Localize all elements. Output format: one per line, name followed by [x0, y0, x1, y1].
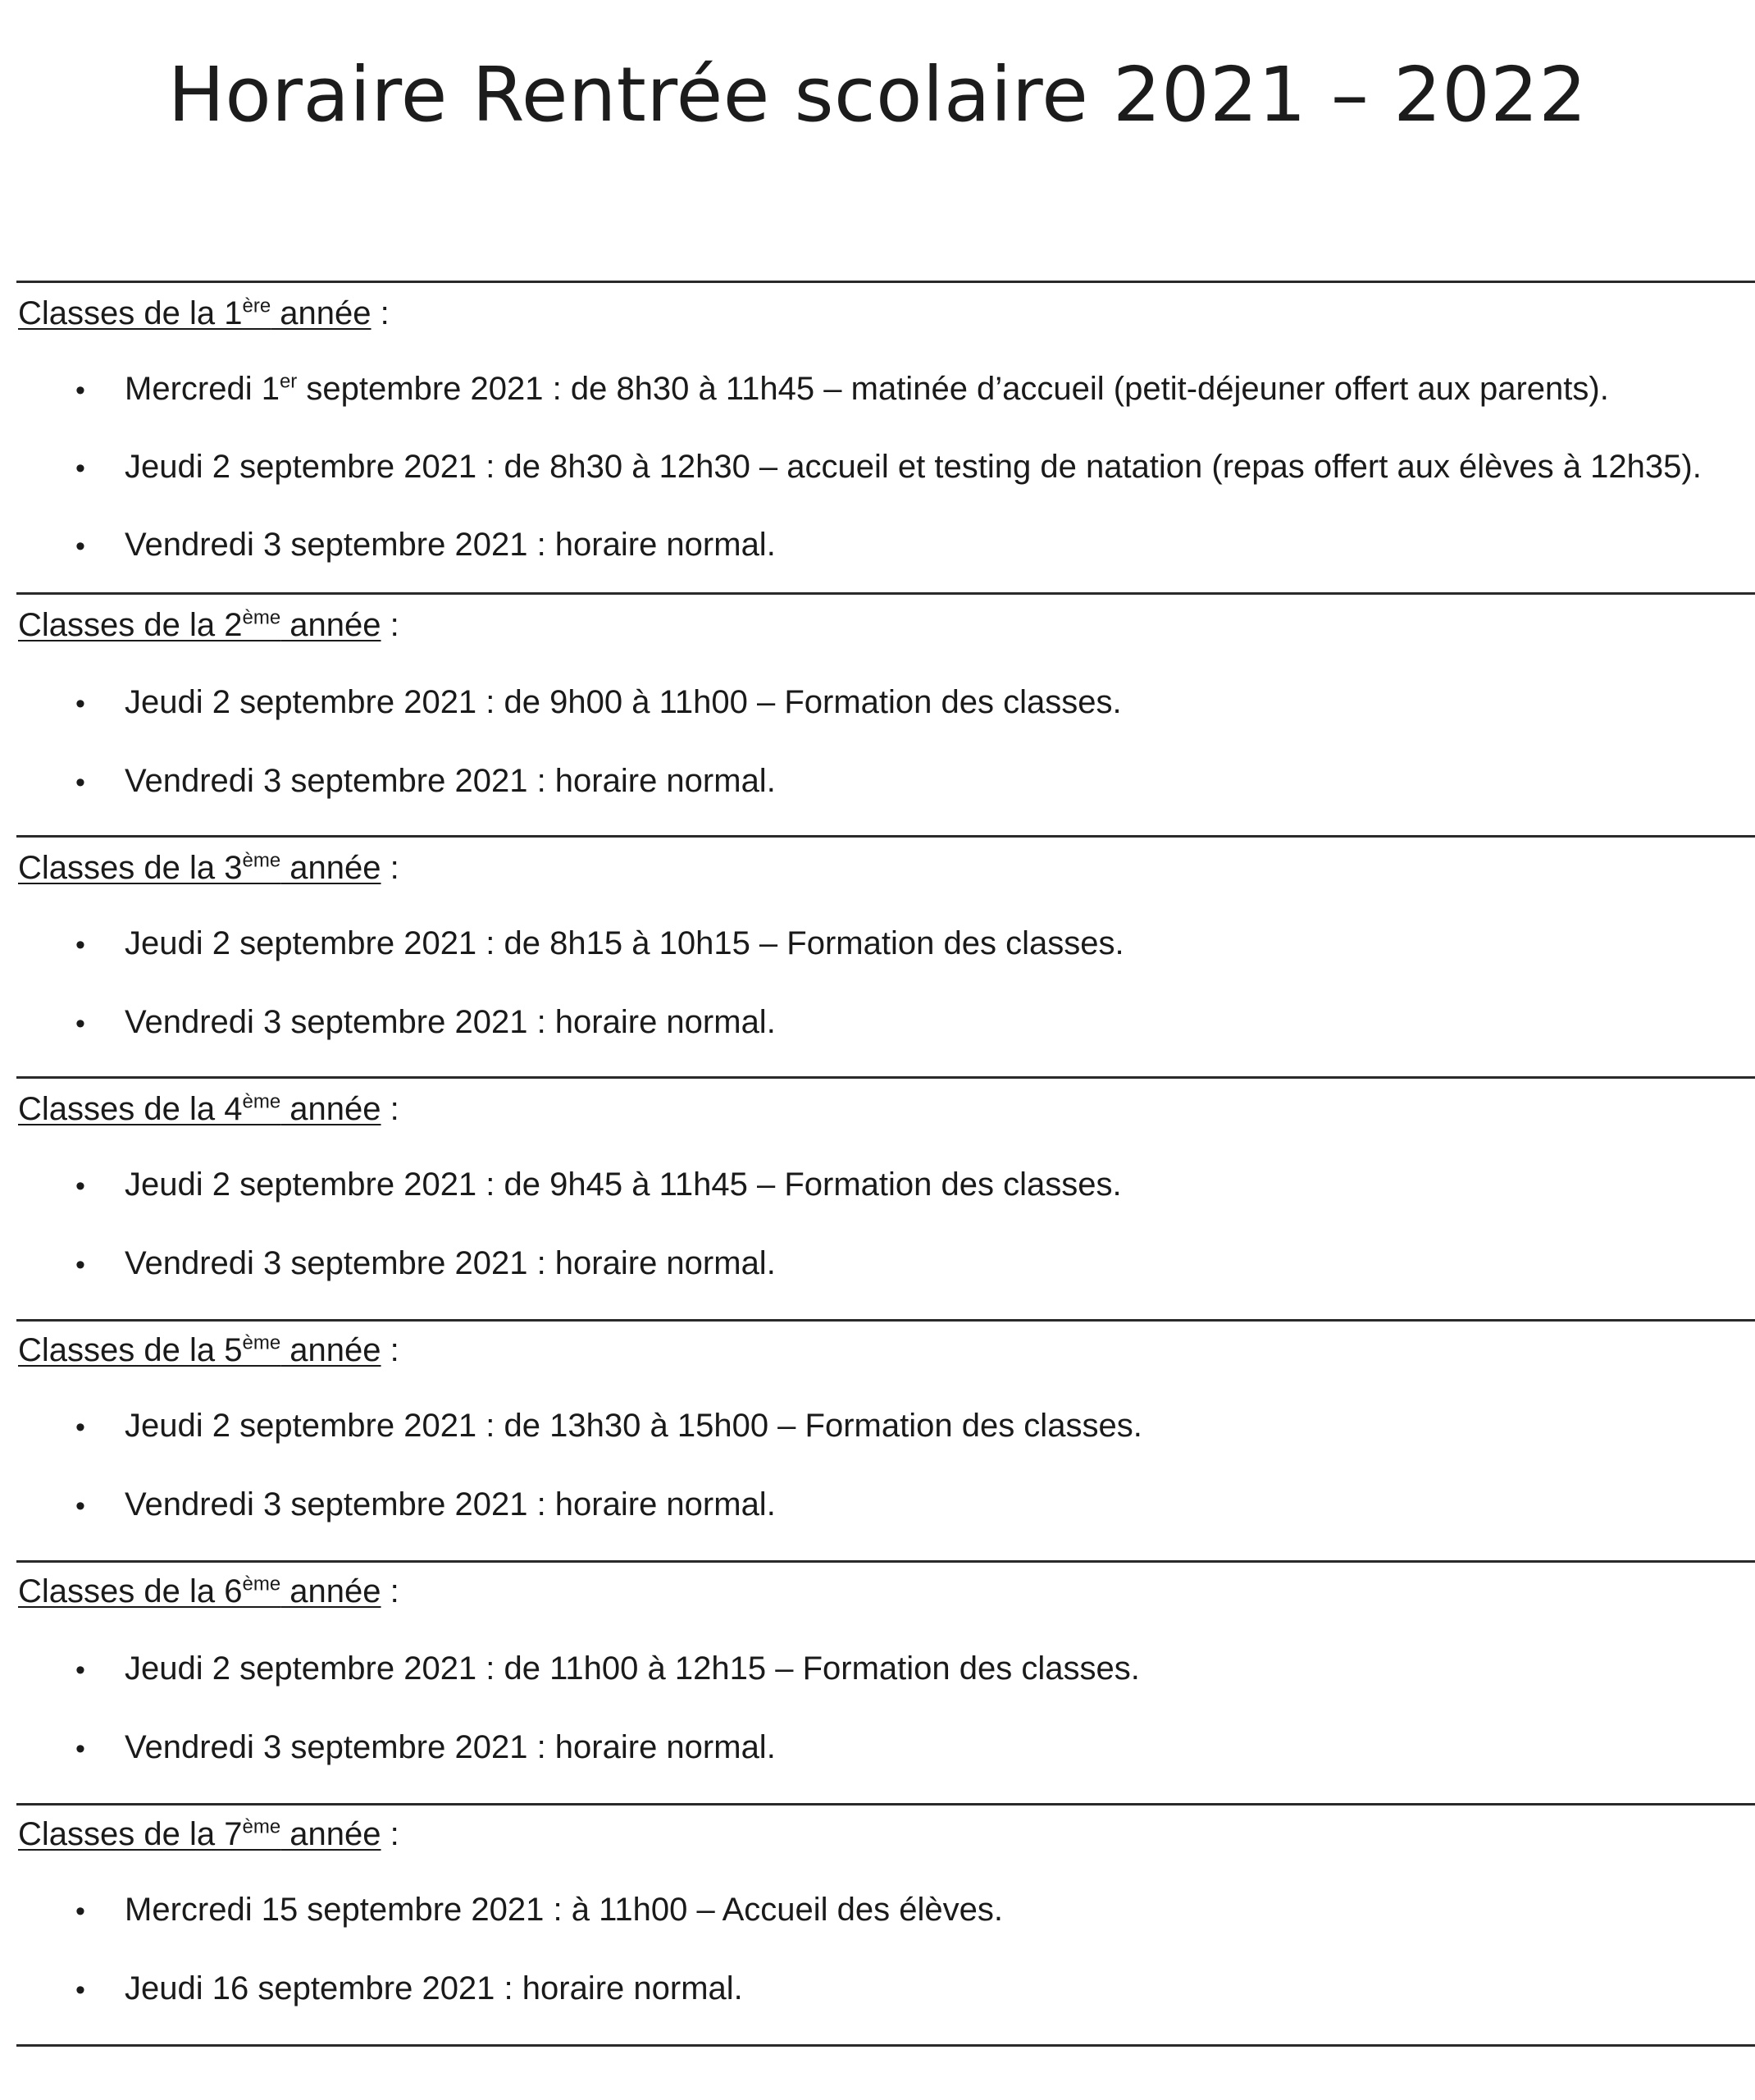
item-text: Vendredi 3 septembre 2021 : horaire normal.: [125, 1004, 776, 1040]
section-heading-6: Classes de la 6ème année :: [18, 1573, 399, 1609]
section-divider: [16, 835, 1755, 838]
item-text: Vendredi 3 septembre 2021 : horaire normal.: [125, 527, 776, 563]
list-item: [75, 447, 1702, 488]
item-text: Jeudi 2 septembre 2021 : de 8h30 à 12h30 – accueil et testing de natation (repas offert aux élèves à 12h35).: [125, 449, 1702, 485]
section-divider: [16, 592, 1755, 595]
item-text: Jeudi 16 septembre 2021 : horaire normal.: [125, 1970, 743, 2006]
section-divider: [16, 1319, 1755, 1322]
bullet-icon: •: [75, 453, 85, 484]
list-item: [75, 1969, 743, 2010]
section-divider: [16, 1560, 1755, 1563]
section-divider: [16, 1076, 1755, 1079]
bullet-icon: •: [75, 1171, 85, 1202]
list-item: [75, 1406, 1142, 1447]
section-heading-2: Classes de la 2ème année :: [18, 606, 399, 643]
bullet-icon: •: [75, 1412, 85, 1443]
bullet-icon: •: [75, 1974, 85, 2006]
bullet-icon: •: [75, 1733, 85, 1764]
bullet-icon: •: [75, 1655, 85, 1686]
section-heading-4: Classes de la 4ème année :: [18, 1090, 399, 1127]
list-item: [75, 682, 1122, 724]
section-heading-5: Classes de la 5ème année :: [18, 1331, 399, 1368]
bullet-icon: •: [75, 375, 85, 406]
list-item: [75, 1728, 776, 1769]
section-heading-3: Classes de la 3ème année :: [18, 849, 399, 886]
item-text: Jeudi 2 septembre 2021 : de 11h00 à 12h15 – Formation des classes.: [125, 1650, 1140, 1687]
list-item: [75, 1244, 776, 1285]
page-title: Horaire Rentrée scolaire 2021 – 2022: [167, 51, 1588, 139]
list-item: [75, 761, 776, 802]
bullet-icon: •: [75, 929, 85, 961]
bottom-divider: [16, 2044, 1755, 2047]
list-item: [75, 1890, 1003, 1931]
list-item: [75, 369, 1609, 410]
item-text: Jeudi 2 septembre 2021 : de 13h30 à 15h00 – Formation des classes.: [125, 1408, 1142, 1444]
bullet-icon: •: [75, 531, 85, 562]
list-item: [75, 1165, 1122, 1206]
item-text: Mercredi 1er septembre 2021 : de 8h30 à 11h45 – matinée d’accueil (petit-déjeuner offert aux parents).: [125, 370, 1609, 407]
bullet-icon: •: [75, 688, 85, 719]
section-divider: [16, 1803, 1755, 1806]
section-heading-7: Classes de la 7ème année :: [18, 1815, 399, 1852]
section-heading-1: Classes de la 1ère année :: [18, 294, 390, 331]
bullet-icon: •: [75, 1008, 85, 1039]
item-text: Jeudi 2 septembre 2021 : de 9h00 à 11h00 – Formation des classes.: [125, 684, 1122, 720]
list-item: [75, 1485, 776, 1526]
item-text: Vendredi 3 septembre 2021 : horaire normal.: [125, 763, 776, 799]
bullet-icon: •: [75, 1896, 85, 1927]
item-text: Jeudi 2 septembre 2021 : de 8h15 à 10h15 – Formation des classes.: [125, 925, 1124, 961]
item-text: Vendredi 3 septembre 2021 : horaire normal.: [125, 1486, 776, 1522]
list-item: [75, 1002, 776, 1043]
list-item: [75, 525, 776, 566]
item-text: Jeudi 2 septembre 2021 : de 9h45 à 11h45 – Formation des classes.: [125, 1166, 1122, 1203]
item-text: Vendredi 3 septembre 2021 : horaire normal.: [125, 1245, 776, 1281]
bullet-icon: •: [75, 767, 85, 798]
item-text: Vendredi 3 septembre 2021 : horaire normal.: [125, 1729, 776, 1765]
bullet-icon: •: [75, 1249, 85, 1281]
list-item: [75, 1649, 1140, 1690]
item-text: Mercredi 15 septembre 2021 : à 11h00 – Accueil des élèves.: [125, 1892, 1004, 1928]
section-divider: [16, 281, 1755, 283]
list-item: [75, 924, 1124, 965]
bullet-icon: •: [75, 1491, 85, 1522]
